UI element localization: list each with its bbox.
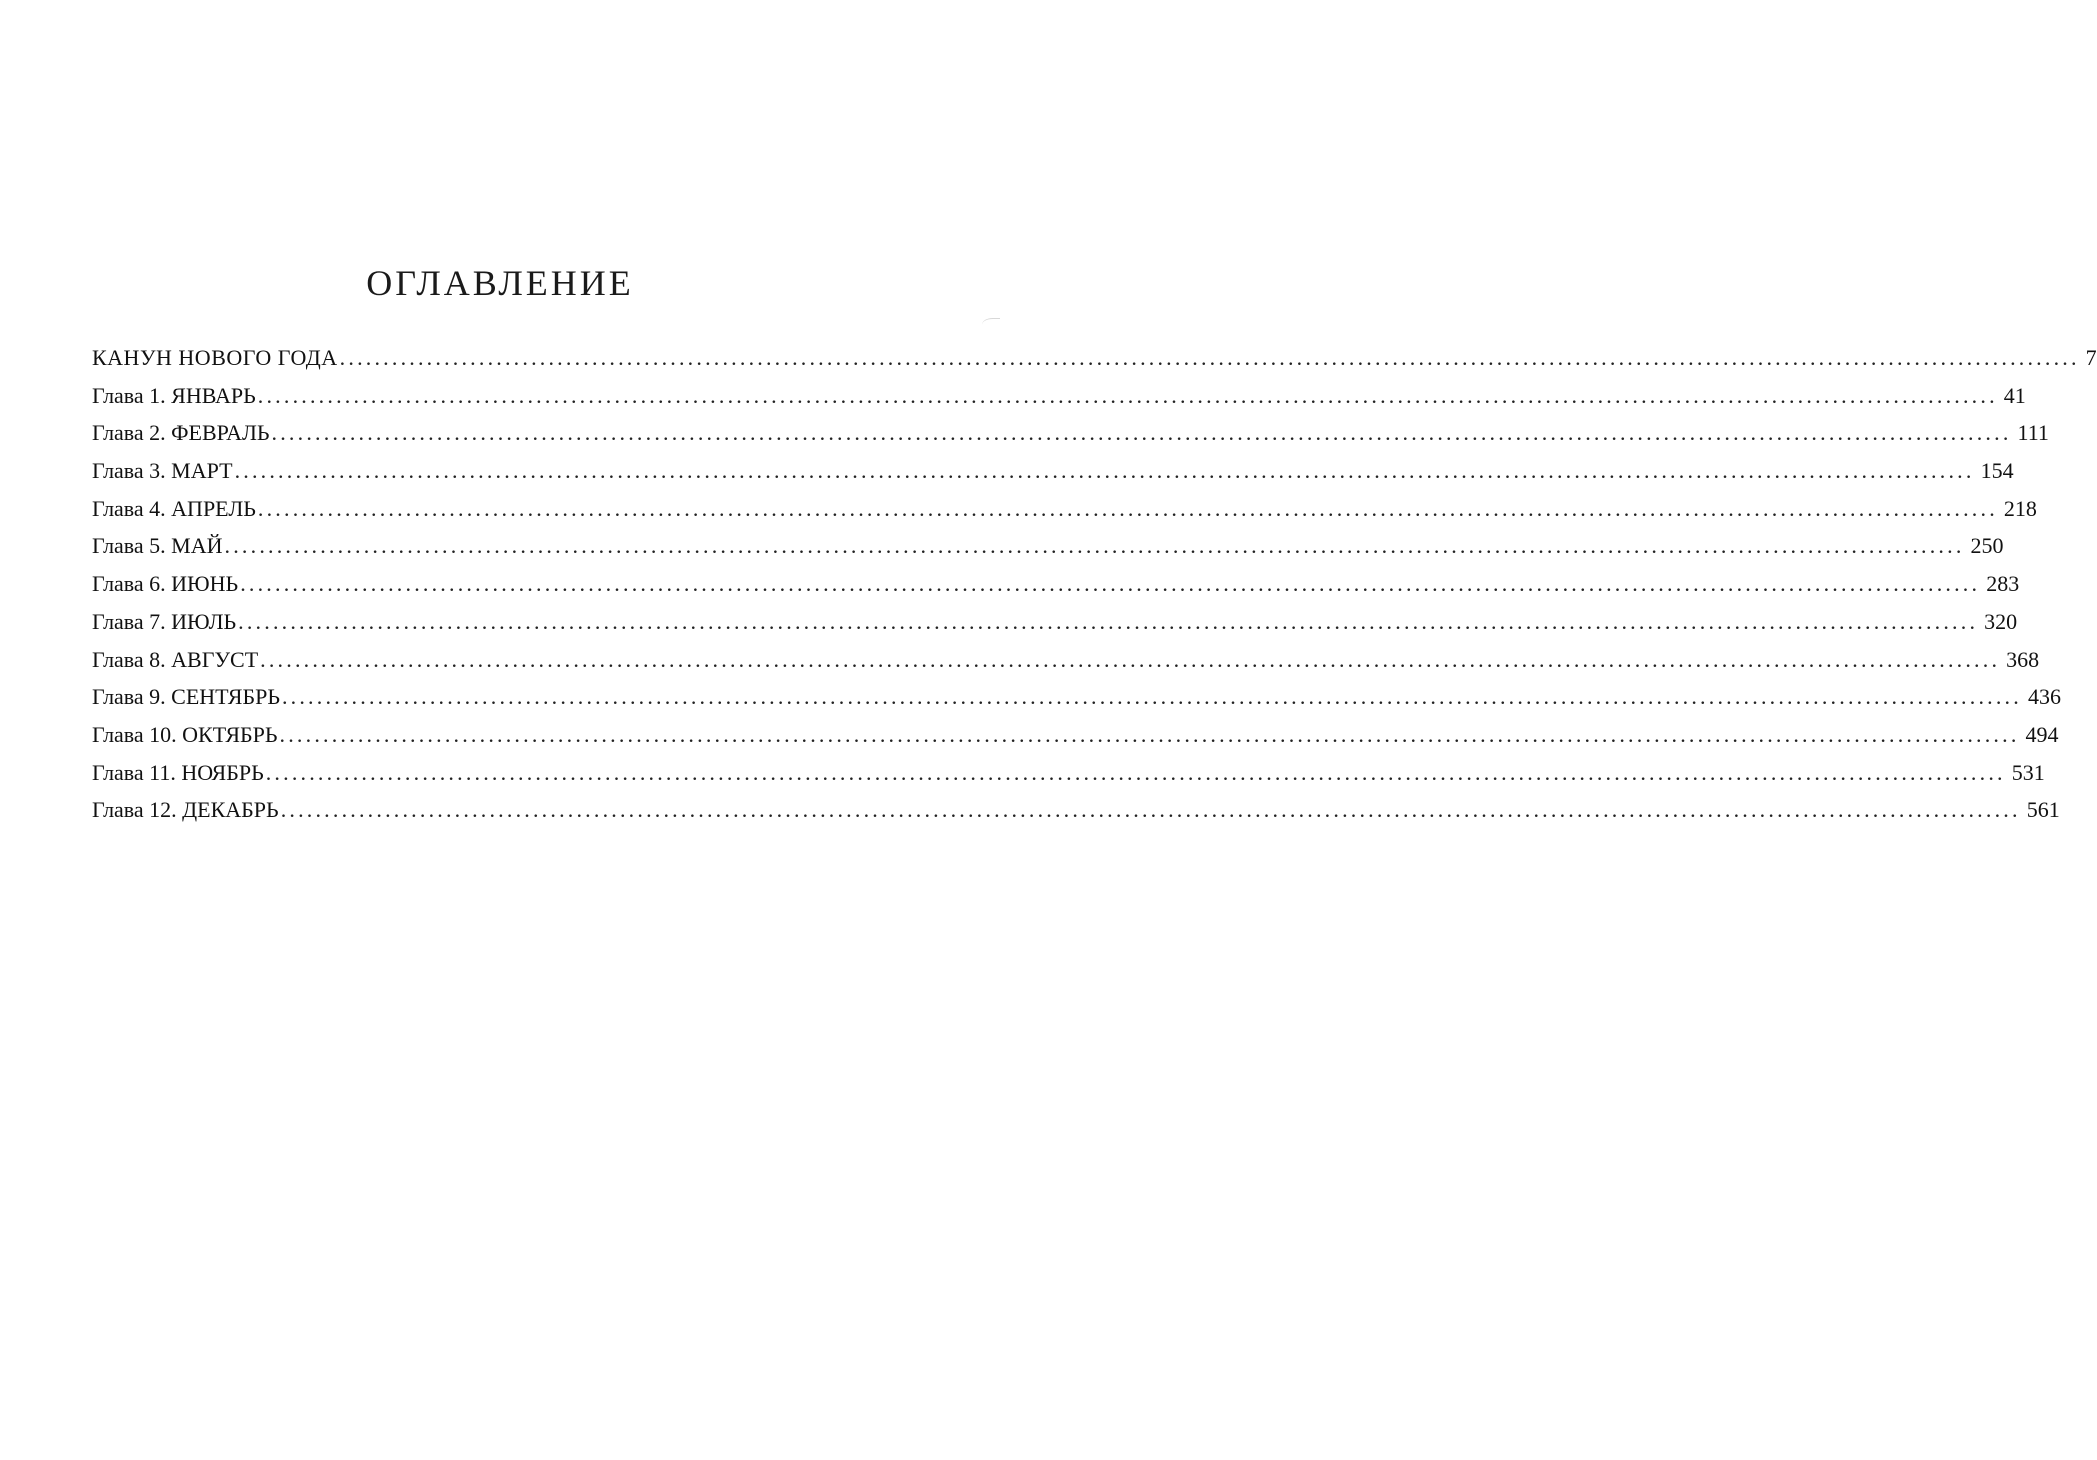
toc-leader-dots: ........................................................................................................................................................................................................ <box>279 721 2020 747</box>
toc-entry-page: 436 <box>2027 684 2061 710</box>
toc-entry[interactable] <box>92 414 2049 452</box>
toc-entry-page: 320 <box>1984 608 2018 634</box>
table-of-contents <box>92 339 2097 829</box>
toc-entry-title: Глава 6. ИЮНЬ <box>92 571 239 597</box>
toc-entry-page: 154 <box>1980 458 2014 484</box>
toc-entry[interactable] <box>92 716 2059 754</box>
toc-entry-title: Глава 4. АПРЕЛЬ <box>92 495 256 521</box>
toc-entry[interactable] <box>92 377 2026 415</box>
toc-leader-dots: ........................................................................................................................................................................................................ <box>257 495 1998 521</box>
toc-leader-dots: ........................................................................................................................................................................................................ <box>240 571 1981 597</box>
toc-leader-dots: ........................................................................................................................................................................................................ <box>234 458 1975 484</box>
toc-leader-dots: ........................................................................................................................................................................................................ <box>339 345 2080 370</box>
toc-entry-title: Глава 11. НОЯБРЬ <box>92 759 264 785</box>
toc-entry[interactable] <box>92 678 2061 716</box>
toc-entry-page: 250 <box>1970 533 2004 559</box>
toc-leader-dots: ........................................................................................................................................................................................................ <box>257 382 1998 408</box>
toc-entry[interactable] <box>92 603 2018 641</box>
toc-entry-page: 218 <box>2003 495 2037 521</box>
toc-entry-page: 561 <box>2026 797 2060 823</box>
toc-entry-page: 494 <box>2025 721 2059 747</box>
toc-entry[interactable] <box>92 754 2045 792</box>
toc-entry-page: 283 <box>1986 571 2020 597</box>
toc-leader-dots: ........................................................................................................................................................................................................ <box>260 646 2001 672</box>
toc-entry-title: КАНУН НОВОГО ГОДА <box>92 345 338 370</box>
toc-entry-title: Глава 1. ЯНВАРЬ <box>92 382 256 408</box>
toc-entry-page: 368 <box>2006 646 2040 672</box>
toc-entry[interactable] <box>92 641 2040 679</box>
toc-entry-page: 111 <box>2017 420 2049 446</box>
toc-entry-title: Глава 5. МАЙ <box>92 533 223 559</box>
toc-leader-dots: ........................................................................................................................................................................................................ <box>271 420 2012 446</box>
toc-leader-dots: ........................................................................................................................................................................................................ <box>238 608 1979 634</box>
toc-entry[interactable] <box>92 791 2060 829</box>
toc-entry-page: 531 <box>2011 759 2045 785</box>
toc-entry[interactable] <box>92 490 2037 528</box>
toc-leader-dots: ........................................................................................................................................................................................................ <box>224 533 1965 559</box>
toc-entry[interactable] <box>92 527 2004 565</box>
toc-entry[interactable] <box>92 339 2097 377</box>
page-title: ОГЛАВЛЕНИЕ <box>366 263 634 303</box>
toc-leader-dots: ........................................................................................................................................................................................................ <box>265 759 2006 785</box>
toc-leader-dots: ........................................................................................................................................................................................................ <box>281 684 2022 710</box>
toc-entry-page: 41 <box>2003 382 2026 408</box>
toc-entry-title: Глава 10. ОКТЯБРЬ <box>92 721 278 747</box>
toc-entry-title: Глава 12. ДЕКАБРЬ <box>92 797 279 823</box>
toc-entry-title: Глава 3. МАРТ <box>92 458 233 484</box>
toc-entry-title: Глава 9. СЕНТЯБРЬ <box>92 684 280 710</box>
toc-entry-title: Глава 2. ФЕВРАЛЬ <box>92 420 270 446</box>
toc-entry-title: Глава 8. АВГУСТ <box>92 646 259 672</box>
toc-entry-title: Глава 7. ИЮЛЬ <box>92 608 237 634</box>
toc-entry[interactable] <box>92 452 2014 490</box>
toc-entry-page: 7 <box>2085 345 2097 370</box>
scan-edge-mark <box>982 318 1000 329</box>
toc-entry[interactable] <box>92 565 2020 603</box>
toc-leader-dots: ........................................................................................................................................................................................................ <box>280 797 2021 823</box>
